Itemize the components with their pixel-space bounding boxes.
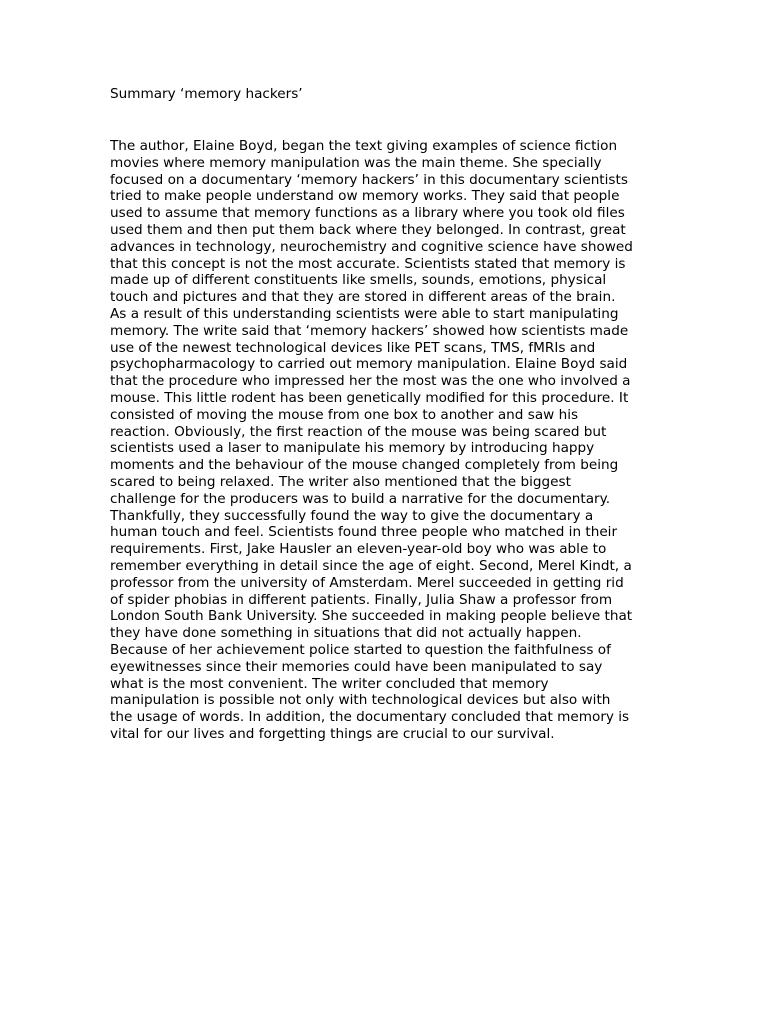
body-line: used to assume that memory functions as a library where you took old files bbox=[110, 205, 625, 222]
body-line: they have done something in situations that did not actually happen. bbox=[110, 625, 582, 642]
body-line: human touch and feel. Scientists found three people who matched in their bbox=[110, 524, 618, 541]
body-line: manipulation is possible not only with technological devices but also with bbox=[110, 692, 611, 709]
body-line: challenge for the producers was to build a narrative for the documentary. bbox=[110, 490, 611, 507]
body-line: professor from the university of Amsterdam. Merel succeeded in getting rid bbox=[110, 574, 624, 591]
body-line: vital for our lives and forgetting things are crucial to our survival. bbox=[110, 725, 555, 742]
body-line: scared to being relaxed. The writer also mentioned that the biggest bbox=[110, 473, 571, 490]
body-line: scientists used a laser to manipulate his memory by introducing happy bbox=[110, 440, 595, 457]
body-line: The author, Elaine Boyd, began the text giving examples of science fiction bbox=[110, 138, 618, 154]
body-line: consisted of moving the mouse from one box to another and saw his bbox=[110, 406, 579, 423]
body-line: remember everything in detail since the age of eight. Second, Merel Kindt, a bbox=[110, 557, 632, 574]
body-line: that this concept is not the most accurate. Scientists stated that memory is bbox=[110, 255, 626, 272]
body-line: Because of her achievement police started to question the faithfulness of bbox=[110, 641, 611, 658]
body-line: advances in technology, neurochemistry and cognitive science have showed bbox=[110, 238, 633, 255]
body-line: that the procedure who impressed her the most was the one who involved a bbox=[110, 373, 631, 390]
body-line: requirements. First, Jake Hausler an eleven-year-old boy who was able to bbox=[110, 541, 607, 558]
document-body bbox=[110, 138, 670, 743]
body-line: memory. The write said that ‘memory hackers’ showed how scientists made bbox=[110, 322, 629, 339]
body-line: use of the newest technological devices like PET scans, TMS, fMRIs and bbox=[110, 339, 596, 356]
body-line: London South Bank University. She succeeded in making people believe that bbox=[110, 608, 633, 625]
body-line: moments and the behaviour of the mouse changed completely from being bbox=[110, 457, 619, 474]
body-line: used them and then put them back where they belonged. In contrast, great bbox=[110, 221, 626, 238]
body-line: what is the most convenient. The writer concluded that memory bbox=[110, 675, 549, 692]
body-line: focused on a documentary ‘memory hackers’ in this documentary scientists bbox=[110, 171, 628, 188]
body-line: Thankfully, they successfully found the way to give the documentary a bbox=[110, 507, 594, 524]
body-line: As a result of this understanding scientists were able to start manipulating bbox=[110, 305, 619, 322]
body-line: psychopharmacology to carried out memory manipulation. Elaine Boyd said bbox=[110, 356, 628, 373]
body-line: of spider phobias in different patients. Finally, Julia Shaw a professor from bbox=[110, 591, 613, 608]
body-line: reaction. Obviously, the first reaction of the mouse was being scared but bbox=[110, 423, 607, 440]
body-line: the usage of words. In addition, the documentary concluded that memory is bbox=[110, 709, 630, 726]
body-line: touch and pictures and that they are stored in different areas of the brain. bbox=[110, 289, 616, 306]
body-line: tried to make people understand ow memory works. They said that people bbox=[110, 188, 620, 205]
body-line: mouse. This little rodent has been genetically modified for this procedure. It bbox=[110, 389, 629, 406]
body-line: made up of different constituents like smells, sounds, emotions, physical bbox=[110, 272, 607, 289]
body-line: movies where memory manipulation was the main theme. She specially bbox=[110, 154, 602, 171]
document-title: Summary ‘memory hackers’ bbox=[110, 86, 303, 102]
body-line: eyewitnesses since their memories could have been manipulated to say bbox=[110, 658, 603, 675]
